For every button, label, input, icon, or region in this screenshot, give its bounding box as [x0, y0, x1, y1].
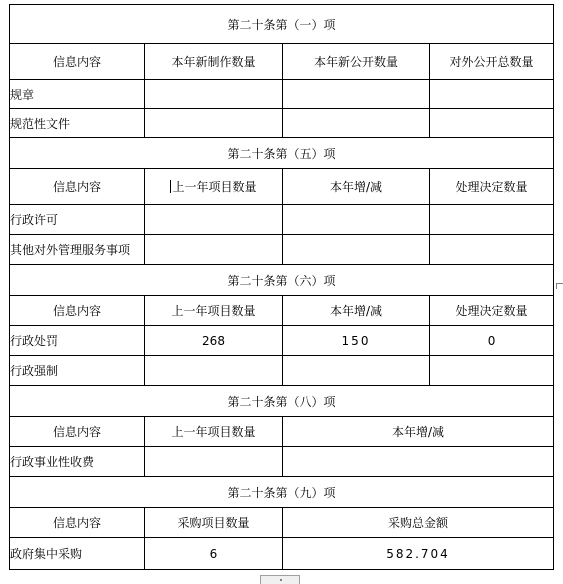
row-label[interactable]: 规范性文件 [10, 109, 145, 138]
data-cell[interactable]: 0 [430, 326, 554, 356]
data-cell[interactable] [430, 80, 554, 109]
data-cell[interactable] [283, 109, 430, 138]
header-cell[interactable]: 本年增/减 [283, 169, 430, 205]
data-cell[interactable] [145, 109, 283, 138]
table-row [10, 235, 554, 265]
data-cell[interactable] [283, 356, 430, 386]
header-cell[interactable]: 上一年项目数量 [145, 296, 283, 326]
row-label[interactable]: 行政强制 [10, 356, 145, 386]
table-row [10, 109, 554, 138]
header-cell[interactable]: 本年增/减 [283, 296, 430, 326]
data-cell[interactable] [430, 235, 554, 265]
data-cell[interactable] [430, 205, 554, 235]
header-row [10, 417, 554, 447]
header-cell[interactable]: 本年新制作数量 [145, 44, 283, 80]
section-title-row [10, 5, 554, 44]
header-cell[interactable]: 对外公开总数量 [430, 44, 554, 80]
row-label[interactable]: 其他对外管理服务事项 [10, 235, 145, 265]
table-row [10, 80, 554, 109]
table-move-handle[interactable] [556, 283, 563, 289]
data-cell[interactable] [430, 109, 554, 138]
section-title[interactable]: 第二十条第（五）项 [10, 138, 554, 169]
row-label[interactable]: 行政处罚 [10, 326, 145, 356]
table-row [10, 205, 554, 235]
row-label[interactable]: 行政许可 [10, 205, 145, 235]
table-row [10, 326, 554, 356]
data-cell[interactable] [145, 356, 283, 386]
header-cell[interactable]: 信息内容 [10, 44, 145, 80]
header-row [10, 508, 554, 538]
header-cell[interactable]: 采购项目数量 [145, 508, 283, 538]
section-title-row [10, 477, 554, 508]
resize-grip-icon [280, 579, 282, 581]
section-title[interactable]: 第二十条第（九）项 [10, 477, 554, 508]
header-cell[interactable]: 上一年项目数量 [145, 417, 283, 447]
table-row [10, 447, 554, 477]
header-row [10, 44, 554, 80]
section-title[interactable]: 第二十条第（八）项 [10, 386, 554, 417]
section-title-row [10, 138, 554, 169]
table-resize-handle[interactable] [260, 575, 300, 584]
section-title-row [10, 265, 554, 296]
data-cell[interactable]: 150 [283, 326, 430, 356]
header-cell[interactable]: 本年新公开数量 [283, 44, 430, 80]
table-row [10, 538, 554, 570]
data-cell[interactable]: 6 [145, 538, 283, 570]
section-title[interactable]: 第二十条第（六）项 [10, 265, 554, 296]
header-cell-with-cursor[interactable] [145, 169, 283, 205]
header-cell[interactable]: 采购总金额 [283, 508, 554, 538]
header-cell[interactable]: 处理决定数量 [430, 169, 554, 205]
row-label[interactable]: 规章 [10, 80, 145, 109]
data-cell[interactable] [283, 447, 554, 477]
data-cell[interactable] [283, 235, 430, 265]
disclosure-report-table [9, 4, 554, 570]
row-label[interactable]: 行政事业性收费 [10, 447, 145, 477]
header-cell[interactable]: 信息内容 [10, 169, 145, 205]
header-row [10, 296, 554, 326]
data-cell[interactable] [430, 356, 554, 386]
data-cell[interactable]: 268 [145, 326, 283, 356]
header-cell[interactable]: 信息内容 [10, 296, 145, 326]
data-cell[interactable] [145, 205, 283, 235]
header-cell[interactable]: 本年增/减 [283, 417, 554, 447]
data-cell[interactable]: 582.704 [283, 538, 554, 570]
data-cell[interactable] [145, 80, 283, 109]
section-title-row [10, 386, 554, 417]
data-cell[interactable] [283, 80, 430, 109]
row-label[interactable]: 政府集中采购 [10, 538, 145, 570]
data-cell[interactable] [145, 447, 283, 477]
data-cell[interactable] [145, 235, 283, 265]
header-cell[interactable]: 信息内容 [10, 417, 145, 447]
header-cell[interactable]: 处理决定数量 [430, 296, 554, 326]
section-title[interactable]: 第二十条第（一）项 [10, 5, 554, 44]
header-cell[interactable]: 信息内容 [10, 508, 145, 538]
table-row [10, 356, 554, 386]
header-cell-text: 上一年项目数量 [172, 180, 257, 194]
header-row [10, 169, 554, 205]
data-cell[interactable] [283, 205, 430, 235]
